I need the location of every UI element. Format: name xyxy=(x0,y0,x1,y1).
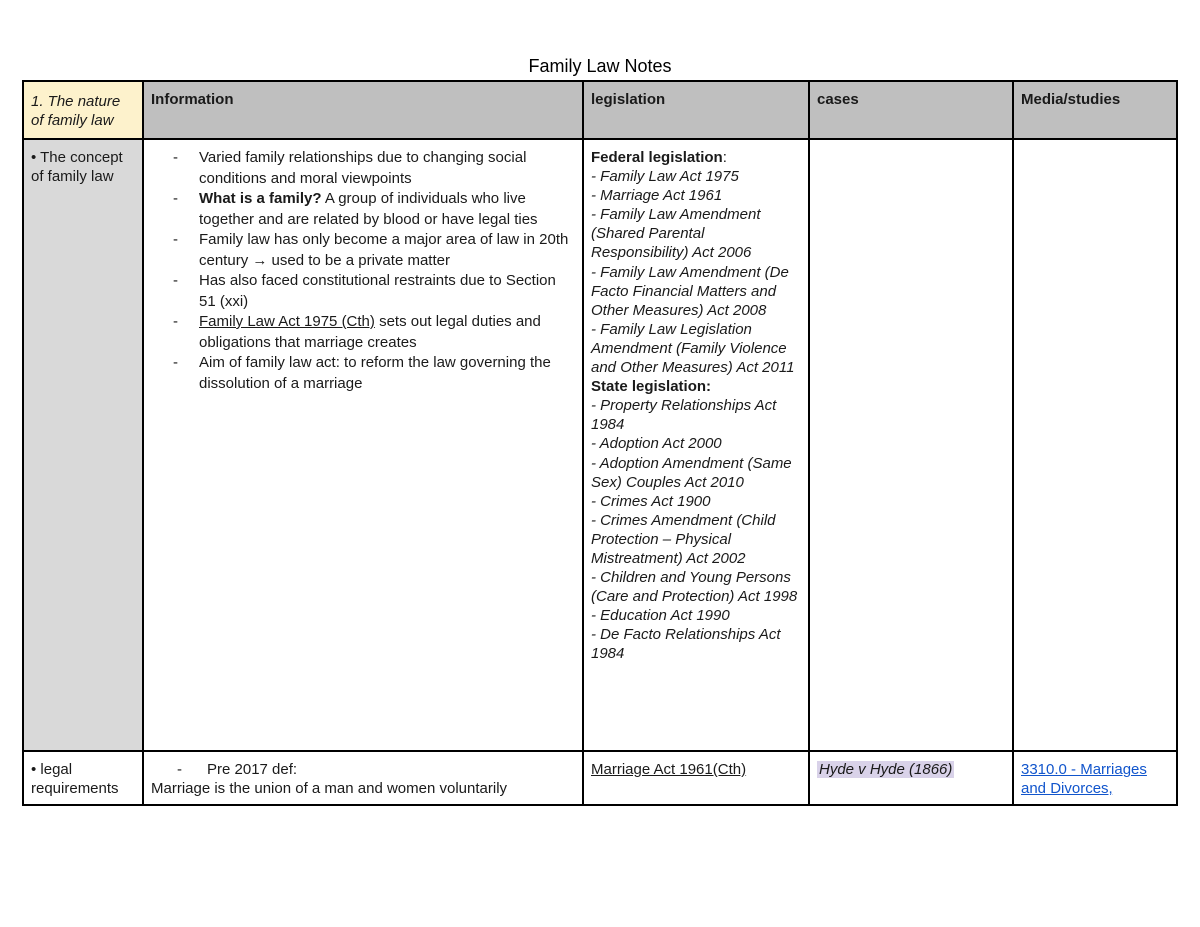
cases-header: cases xyxy=(809,81,1013,139)
legislation-item: - Family Law Amendment (Shared Parental Responsibility) Act 2006 xyxy=(591,206,761,262)
legislation-item: - Family Law Act 1975 xyxy=(591,168,739,186)
legislation-cell: Federal legislation: - Family Law Act 1975 - Marriage Act 1961 - Family Law Amendment (Shared Parental Responsibility) Act 2006 - Family Law Amendment (De Facto Financial Matters and Other Measures) Act 2008 - Family Law Legislation Amendment (Family Violence and Other Measures) Act 2011 State legislation: - Property Relationships Act 1984 - Adoption Act 2000 - Adoption Amendment (Same Sex) Couples Act 2010 - Crimes Act 1900 - Crimes Amendment (Child Protection – Physical Mistreatment) Act 2002 - Children and Young Persons (Care and Protection) Act 1998 - Education Act 1990 - De Facto Relationships Act 1984 xyxy=(583,139,809,751)
legislation-item: - Crimes Act 1900 xyxy=(591,492,711,510)
legislation-item: - De Facto Relationships Act 1984 xyxy=(591,626,781,663)
legislation-item: - Marriage Act 1961 xyxy=(591,187,723,205)
list-item: - What is a family? A group of individuals who live together and are related by blood or have legal ties xyxy=(173,190,538,228)
cases-cell xyxy=(809,139,1013,751)
media-link[interactable]: 3310.0 - Marriages and Divorces, xyxy=(1021,761,1147,797)
case-reference: Hyde v Hyde (1866) xyxy=(819,761,953,778)
information-list xyxy=(151,148,575,394)
federal-heading: Federal legislation xyxy=(591,149,723,166)
topic-cell: • legal requirements xyxy=(23,751,143,805)
list-item: - Varied family relationships due to changing social conditions and moral viewpoints xyxy=(173,149,527,187)
legislation-item: - Education Act 1990 xyxy=(591,607,730,625)
list-item: - Aim of family law act: to reform the law governing the dissolution of a marriage xyxy=(173,354,551,392)
table-row xyxy=(23,139,1177,751)
media-cell xyxy=(1013,751,1177,805)
legislation-header: legislation xyxy=(583,81,809,139)
table-row xyxy=(23,751,1177,805)
topic-cell: • The concept of family law xyxy=(23,139,143,751)
info-dash-text: Pre 2017 def: xyxy=(207,761,298,778)
information-cell: - Pre 2017 def: Marriage is the union of a man and women voluntarily xyxy=(143,751,583,805)
media-cell xyxy=(1013,139,1177,751)
information-header: Information xyxy=(143,81,583,139)
list-item: - Family law has only become a major area of law in 20th century → used to be a private matter xyxy=(173,231,569,269)
notes-table xyxy=(22,80,1178,806)
legislation-item: - Family Law Legislation Amendment (Family Violence and Other Measures) Act 2011 xyxy=(591,320,795,377)
legislation-item: - Children and Young Persons (Care and Protection) Act 1998 xyxy=(591,569,798,606)
cases-cell xyxy=(809,751,1013,805)
document-title: Family Law Notes xyxy=(528,56,672,76)
legislation-item: - Adoption Act 2000 xyxy=(591,435,722,453)
legislation-item: - Family Law Amendment (De Facto Financial Matters and Other Measures) Act 2008 xyxy=(591,263,789,319)
section-header: 1. The nature of family law xyxy=(23,81,143,139)
header-row xyxy=(23,81,1177,139)
legislation-item: - Adoption Amendment (Same Sex) Couples Act 2010 xyxy=(591,454,792,491)
information-cell xyxy=(143,139,583,751)
info-text: Marriage is the union of a man and women voluntarily xyxy=(151,780,508,797)
legislation-item: - Property Relationships Act 1984 xyxy=(591,397,777,434)
list-item: - Has also faced constitutional restraints due to Section 51 (xxi) xyxy=(173,272,556,310)
list-item: - Family Law Act 1975 (Cth) sets out legal duties and obligations that marriage creates xyxy=(173,313,541,351)
state-heading: State legislation: xyxy=(591,378,712,396)
legislation-cell xyxy=(583,751,809,805)
legislation-reference: Marriage Act 1961(Cth) xyxy=(591,761,747,778)
legislation-item: - Crimes Amendment (Child Protection – Physical Mistreatment) Act 2002 xyxy=(591,511,776,567)
media-header: Media/studies xyxy=(1013,81,1177,139)
